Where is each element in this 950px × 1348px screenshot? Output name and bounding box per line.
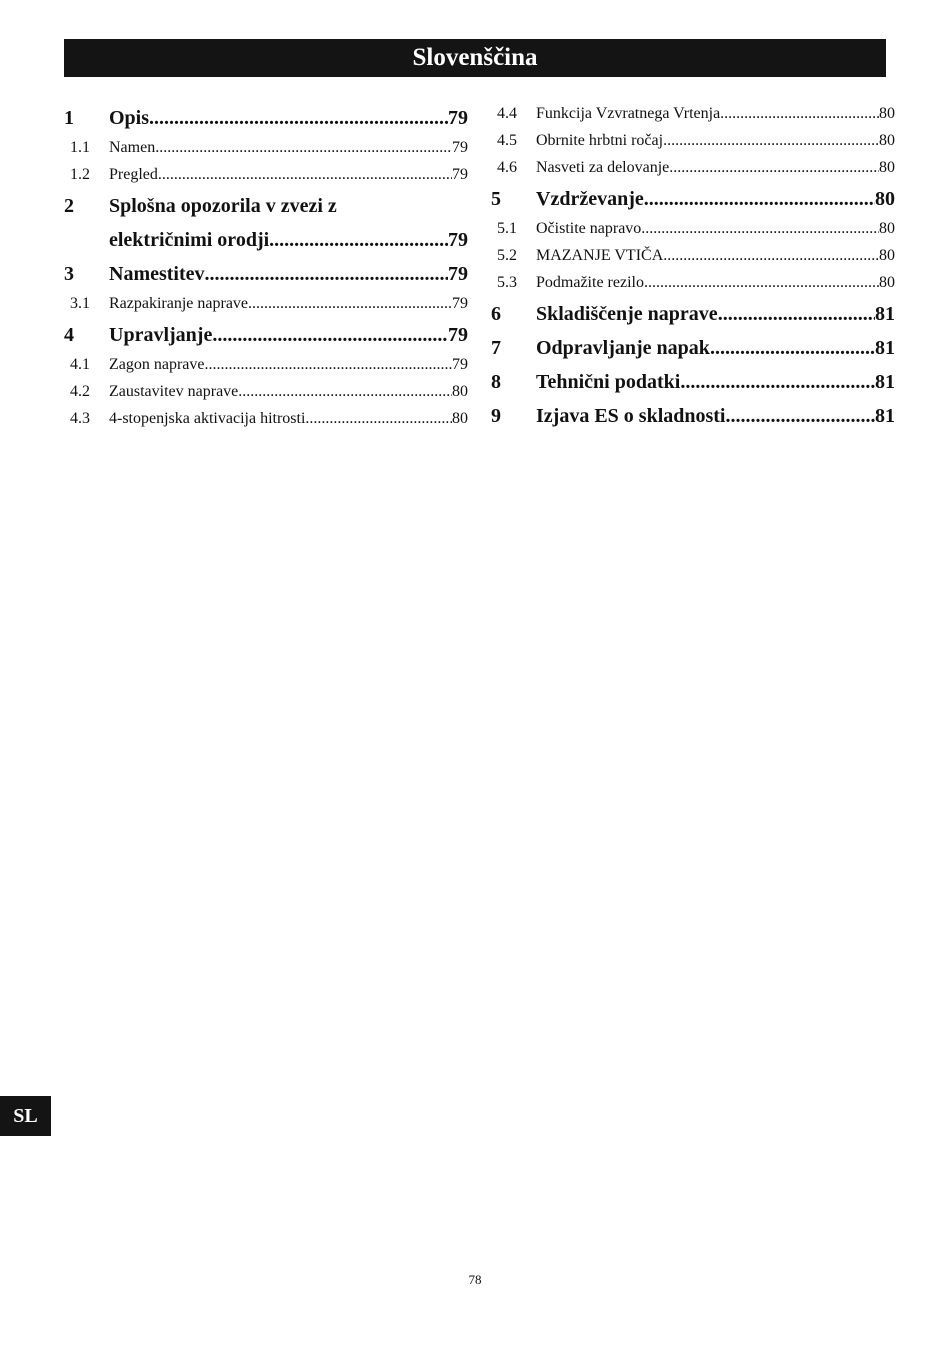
toc-dot-leader bbox=[669, 159, 879, 177]
page-number: 78 bbox=[468, 1272, 482, 1287]
toc-entry-label: Nasveti za delovanje bbox=[536, 159, 670, 176]
toc-entry[interactable] bbox=[491, 123, 895, 150]
toc-entry-number: 5 bbox=[491, 188, 501, 210]
toc-entry-number: 4.1 bbox=[70, 356, 90, 373]
toc-entry-label: Funkcija Vzvratnega Vrtenja bbox=[536, 105, 721, 122]
toc-entry-number: 4.4 bbox=[497, 105, 517, 122]
toc-entry-page: 80 bbox=[879, 105, 895, 122]
toc-entry-label: Namen bbox=[109, 139, 156, 156]
toc-entry[interactable] bbox=[64, 184, 468, 218]
toc-entry[interactable] bbox=[64, 374, 468, 401]
toc-dot-leader bbox=[710, 337, 875, 360]
toc-entry-page: 79 bbox=[452, 295, 468, 312]
toc-entry-page: 80 bbox=[879, 159, 895, 176]
toc-entry[interactable] bbox=[64, 286, 468, 313]
toc-entry-label: 4-stopenjska aktivacija hitrosti bbox=[109, 410, 306, 427]
toc-entry-number: 7 bbox=[491, 337, 501, 359]
toc-entry[interactable] bbox=[64, 313, 468, 347]
toc-entry-page: 80 bbox=[452, 383, 468, 400]
toc-entry-page: 81 bbox=[875, 371, 895, 393]
language-tab bbox=[0, 1096, 51, 1136]
toc-entry[interactable] bbox=[64, 130, 468, 157]
toc-entry-page: 81 bbox=[875, 405, 895, 427]
toc-dot-leader bbox=[238, 383, 452, 401]
toc-entry-label: Pregled bbox=[109, 166, 158, 183]
toc-entry-page: 79 bbox=[452, 356, 468, 373]
page-title: Slovenščina bbox=[412, 44, 538, 71]
toc-entry-number: 1.1 bbox=[70, 139, 90, 156]
page-title-bar bbox=[64, 39, 886, 77]
toc-entry[interactable] bbox=[64, 96, 468, 130]
toc-dot-leader bbox=[248, 295, 452, 313]
toc-entry-label: Podmažite rezilo bbox=[536, 274, 644, 291]
toc-entry[interactable] bbox=[64, 347, 468, 374]
toc-entry-page: 79 bbox=[448, 263, 468, 285]
toc-entry[interactable] bbox=[491, 96, 895, 123]
toc-entry-page: 80 bbox=[875, 188, 895, 210]
toc-dot-leader bbox=[641, 220, 879, 238]
toc-entry-label: Skladiščenje naprave bbox=[536, 303, 718, 325]
toc-dot-leader bbox=[269, 229, 448, 252]
toc-dot-leader bbox=[663, 132, 879, 150]
toc-entry-label: Opis bbox=[109, 107, 150, 129]
toc-entry[interactable] bbox=[64, 252, 468, 286]
toc-entry-number: 4.3 bbox=[70, 410, 90, 427]
toc-entry-number: 5.2 bbox=[497, 247, 517, 264]
toc-dot-leader bbox=[726, 405, 876, 428]
toc-entry-number: 4 bbox=[64, 324, 74, 346]
toc-entry[interactable] bbox=[491, 292, 895, 326]
toc-dot-leader bbox=[149, 107, 448, 130]
toc-entry-page: 81 bbox=[875, 303, 895, 325]
toc-dot-leader bbox=[305, 410, 452, 428]
toc-entry[interactable] bbox=[491, 326, 895, 360]
toc-entry-page: 80 bbox=[452, 410, 468, 427]
toc-entry-number: 3.1 bbox=[70, 295, 90, 312]
toc-entry-label: Izjava ES o skladnosti bbox=[536, 405, 726, 427]
toc-entry[interactable] bbox=[491, 265, 895, 292]
toc-entry-number: 8 bbox=[491, 371, 501, 393]
toc-entry-number: 4.6 bbox=[497, 159, 517, 176]
toc-entry-number: 4.2 bbox=[70, 383, 90, 400]
toc-entry-page: 79 bbox=[452, 139, 468, 156]
toc-dot-leader bbox=[680, 371, 875, 394]
toc-entry-page: 79 bbox=[452, 166, 468, 183]
toc-entry-continuation[interactable] bbox=[64, 218, 468, 252]
toc-dot-leader bbox=[205, 263, 448, 286]
toc-dot-leader bbox=[663, 247, 879, 265]
toc-entry-number: 6 bbox=[491, 303, 501, 325]
toc-entry-page: 79 bbox=[448, 324, 468, 346]
toc-entry[interactable] bbox=[491, 360, 895, 394]
toc-entry-label: električnimi orodji bbox=[109, 229, 270, 251]
toc-entry-label: MAZANJE VTIČA bbox=[536, 247, 664, 264]
toc-entry-page: 80 bbox=[879, 220, 895, 237]
toc-entry-page: 79 bbox=[448, 107, 468, 129]
toc-dot-leader bbox=[205, 356, 452, 374]
toc-entry-label: Namestitev bbox=[109, 263, 205, 285]
language-tab-label: SL bbox=[13, 1104, 38, 1127]
toc-entry[interactable] bbox=[491, 177, 895, 211]
toc-entry-number: 3 bbox=[64, 263, 74, 285]
toc-entry-label: Zaustavitev naprave bbox=[109, 383, 239, 400]
toc-dot-leader bbox=[212, 324, 448, 347]
toc-entry-label: Obrnite hrbtni ročaj bbox=[536, 132, 664, 149]
toc-entry[interactable] bbox=[491, 394, 895, 428]
toc-entry-page: 80 bbox=[879, 274, 895, 291]
toc-entry-number: 5.1 bbox=[497, 220, 517, 237]
toc-entry[interactable] bbox=[491, 150, 895, 177]
toc-dot-leader bbox=[644, 188, 875, 211]
toc-dot-leader bbox=[158, 166, 452, 184]
toc-entry-label: Zagon naprave bbox=[109, 356, 205, 373]
toc-entry-label: Vzdrževanje bbox=[536, 188, 644, 210]
toc-dot-leader bbox=[644, 274, 879, 292]
toc-entry-label: Upravljanje bbox=[109, 324, 213, 346]
toc-entry-label: Očistite napravo bbox=[536, 220, 642, 237]
toc-column-right bbox=[491, 96, 895, 428]
toc-column-left bbox=[64, 96, 468, 428]
toc-entry[interactable] bbox=[491, 238, 895, 265]
toc-entry-number: 2 bbox=[64, 195, 74, 217]
toc-entry-page: 80 bbox=[879, 132, 895, 149]
toc-entry-number: 1 bbox=[64, 107, 74, 129]
toc-entry[interactable] bbox=[491, 211, 895, 238]
toc-entry-number: 1.2 bbox=[70, 166, 90, 183]
toc-entry-number: 9 bbox=[491, 405, 501, 427]
toc-dot-leader bbox=[155, 139, 452, 157]
toc-dot-leader bbox=[720, 105, 879, 123]
toc-entry-number: 5.3 bbox=[497, 274, 517, 291]
toc-dot-leader bbox=[718, 303, 875, 326]
toc-entry-page: 81 bbox=[875, 337, 895, 359]
toc-entry-label: Odpravljanje napak bbox=[536, 337, 710, 359]
toc-entry[interactable] bbox=[64, 401, 468, 428]
toc-entry-label: Razpakiranje naprave bbox=[109, 295, 249, 312]
toc-entry[interactable] bbox=[64, 157, 468, 184]
toc-entry-number: 4.5 bbox=[497, 132, 517, 149]
toc-entry-page: 80 bbox=[879, 247, 895, 264]
toc-entry-label: Tehnični podatki bbox=[536, 371, 681, 393]
toc-entry-page: 79 bbox=[448, 229, 468, 251]
toc-entry-label: Splošna opozorila v zvezi z bbox=[109, 195, 337, 217]
